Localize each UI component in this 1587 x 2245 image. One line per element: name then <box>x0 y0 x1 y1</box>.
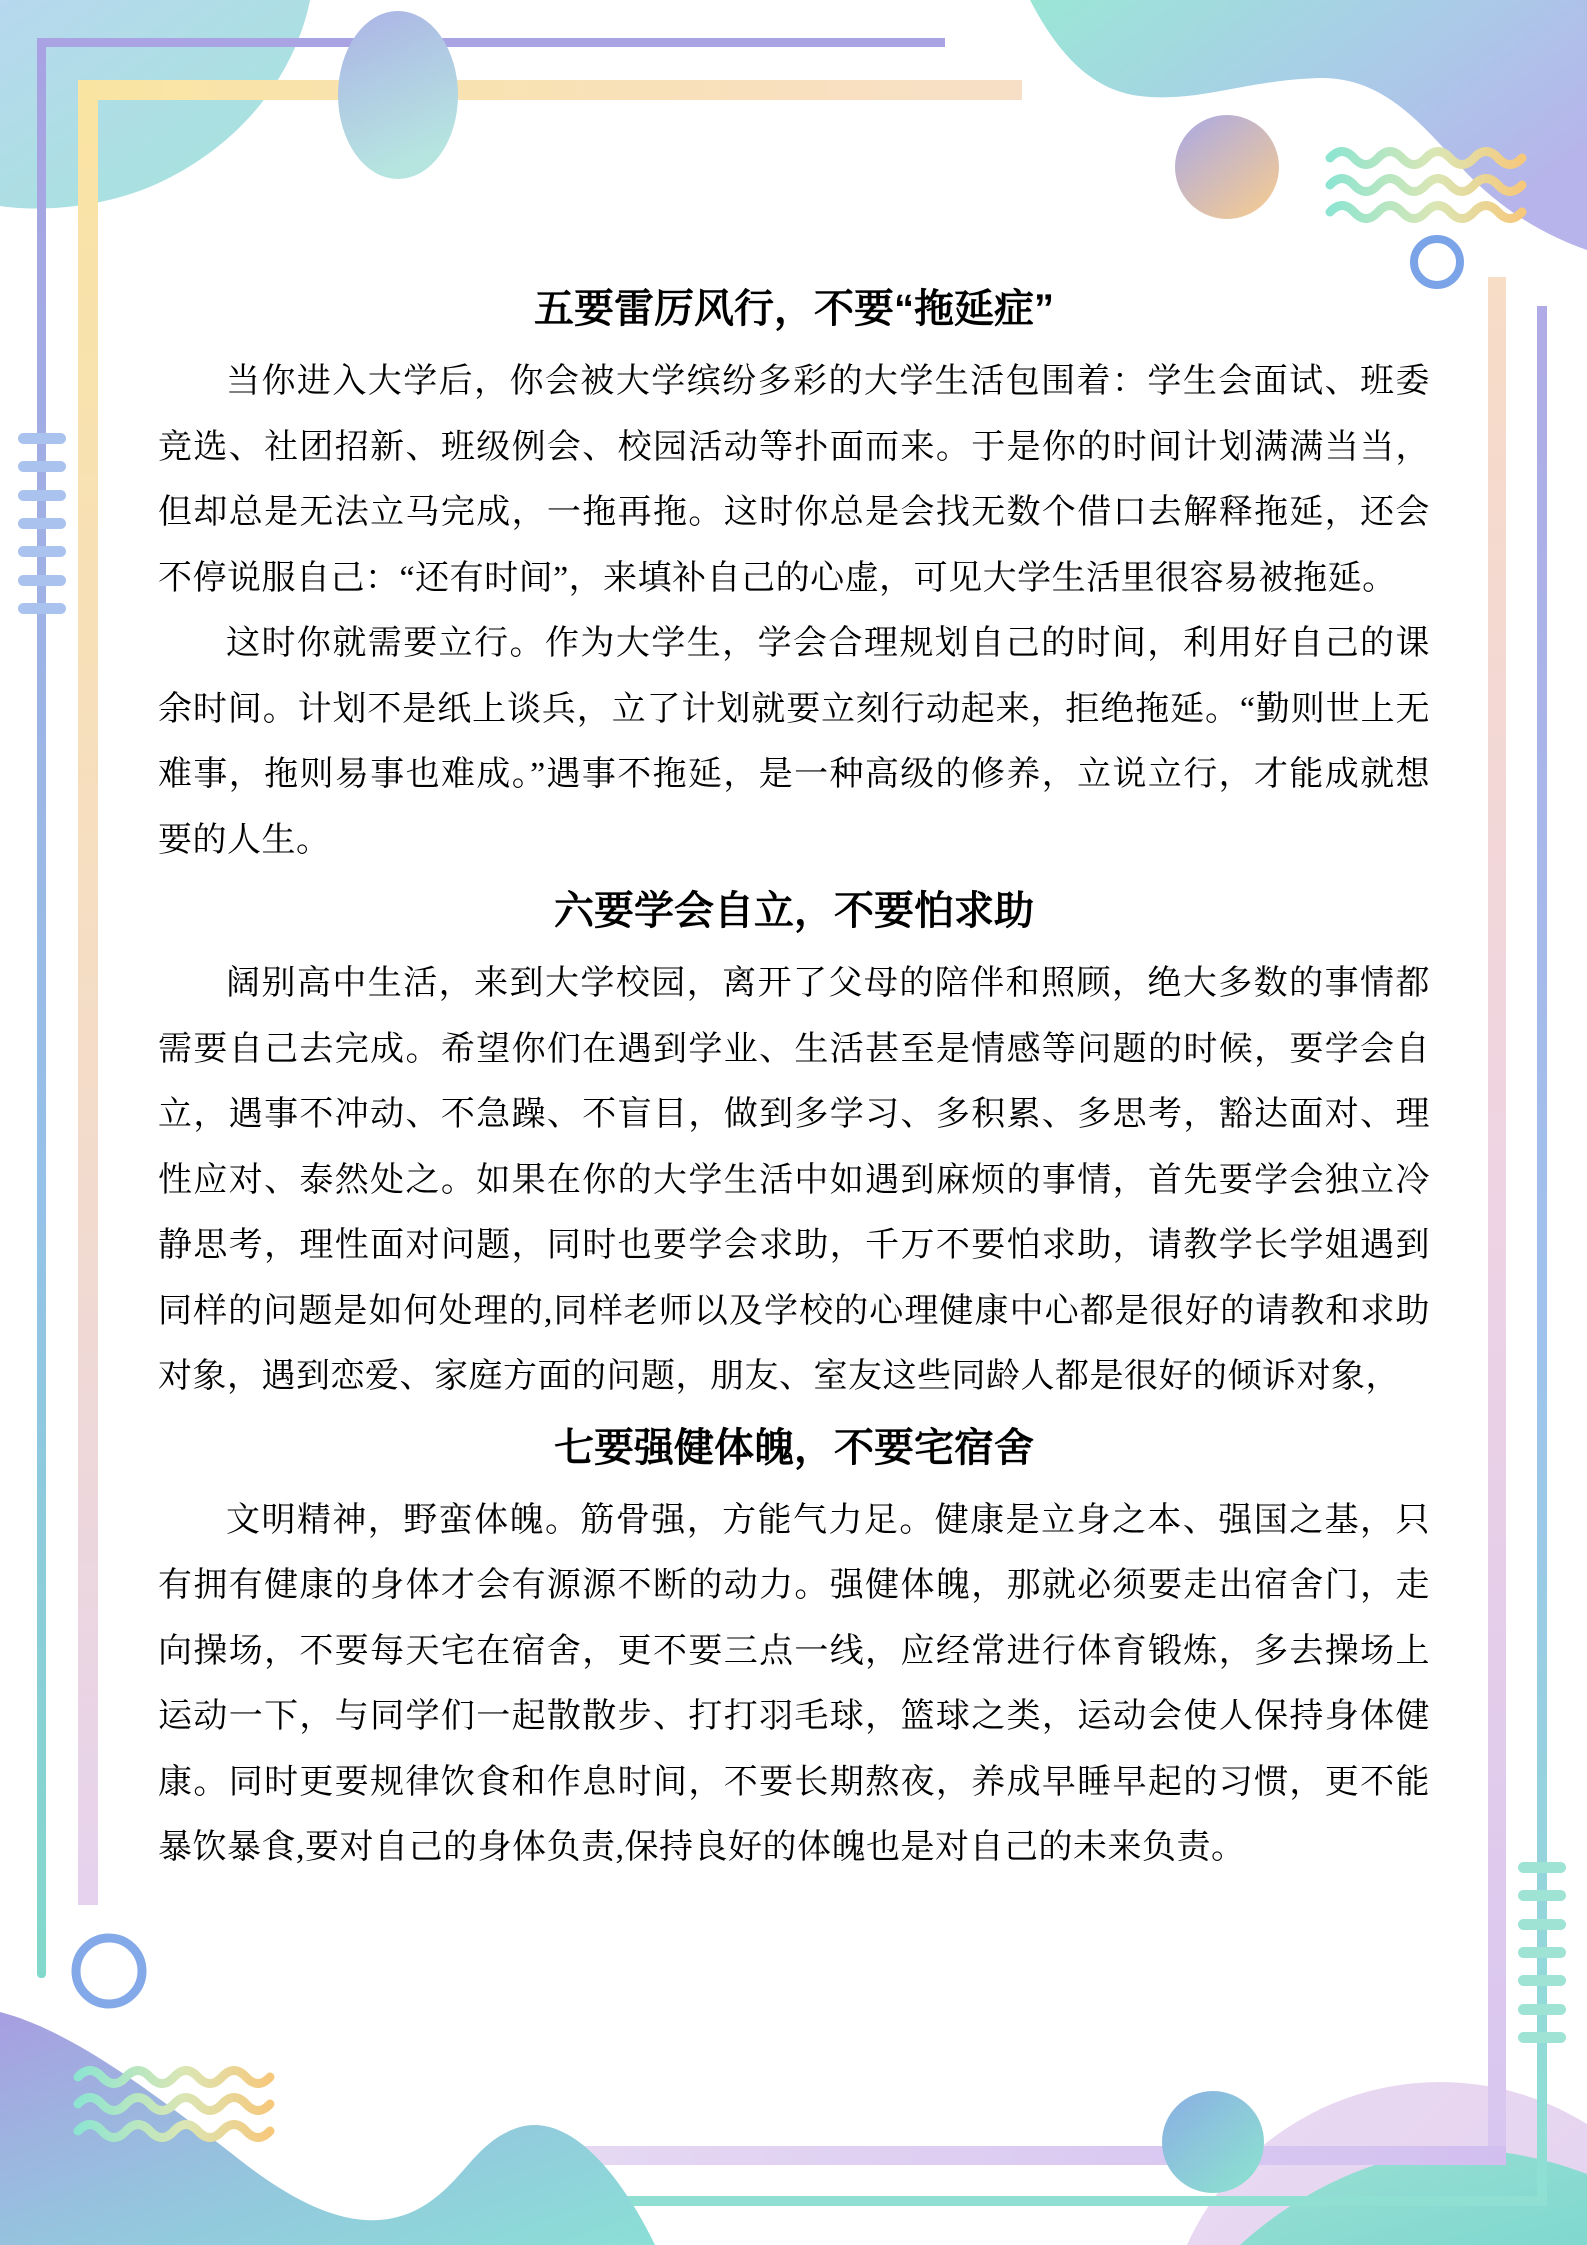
frame-line-left <box>37 38 46 1978</box>
gradient-ellipse-top <box>338 11 458 179</box>
paragraph: 阔别高中生活，来到大学校园，离开了父母的陪伴和照顾，绝大多数的事情都需要自己去完成。希望你们在遇到学业、生活甚至是情感等问题的时候，要学会自立，遇事不冲动、不急躁、不盲目，做到多学习、多积累、多思考，豁达面对、理性应对、泰然处之。如果在你的大学生活中如遇到麻烦的事情，首先要学会独立冷静思考，理性面对问题，同时也要学会求助，千万不要怕求助，请教学长学姐遇到同样的问题是如何处理的,同样老师以及学校的心理健康中心都是很好的请教和求助对象，遇到恋爱、家庭方面的问题，朋友、室友这些同龄人都是很好的倾诉对象， <box>158 965 1430 1395</box>
top-left-blob <box>0 0 310 209</box>
paragraph: 这时你就需要立行。作为大学生，学会合理规划自己的时间，利用好自己的课余时间。计划不是纸上谈兵，立了计划就要立刻行动起来，拒绝拖延。“勤则世上无难事，拖则易事也难成。”遇事不拖延，是一种高级的修养，立说立行，才能成就想要的人生。 <box>158 625 1430 859</box>
right-bar-peach <box>1488 277 1506 2165</box>
bottom-line-lavender <box>561 2146 1506 2165</box>
frame-band-left <box>78 80 98 1905</box>
frame-line-top <box>37 38 945 47</box>
gradient-circle-bottom-right <box>1162 2091 1264 2193</box>
bottom-line-teal <box>546 2196 1547 2206</box>
section-title-6: 六要学会自立，不要怕求助 <box>554 889 1034 933</box>
section-title-7: 七要强健体魄，不要宅宿舍 <box>554 1425 1034 1470</box>
frame-band-top <box>78 80 1022 100</box>
gradient-circle-top-right <box>1175 115 1279 219</box>
paragraph: 当你进入大学后，你会被大学缤纷多彩的大学生活包围着：学生会面试、班委竞选、社团招新、班级例会、校园活动等扑面而来。于是你的时间计划满满当当，但却总是无法立马完成，一拖再拖。这时你总是会找无数个借口去解释拖延，还会不停说服自己：“还有时间”，来填补自己的心虚，可见大学生活里很容易被拖延。 <box>158 363 1430 597</box>
ring-top-right <box>1414 239 1460 285</box>
section-title-5: 五要雷厉风行，不要“拖延症” <box>534 287 1054 331</box>
document-body <box>158 285 1430 1881</box>
paragraph: 文明精神，野蛮体魄。筋骨强，方能气力足。健康是立身之本、强国之基，只有拥有健康的身体才会有源源不断的动力。强健体魄，那就必须要走出宿舍门，走向操场，不要每天宅在宿舍，更不要三点一线，应经常进行体育锻炼，多去操场上运动一下，与同学们一起散散步、打打羽毛球，篮球之类，运动会使人保持身体健康。同时更要规律饮食和作息时间，不要长期熬夜，养成早睡早起的习惯，更不能暴饮暴食,要对自己的身体负责,保持良好的体魄也是对自己的未来负责。 <box>158 1501 1430 1866</box>
ring-bottom-left <box>76 1938 142 2004</box>
